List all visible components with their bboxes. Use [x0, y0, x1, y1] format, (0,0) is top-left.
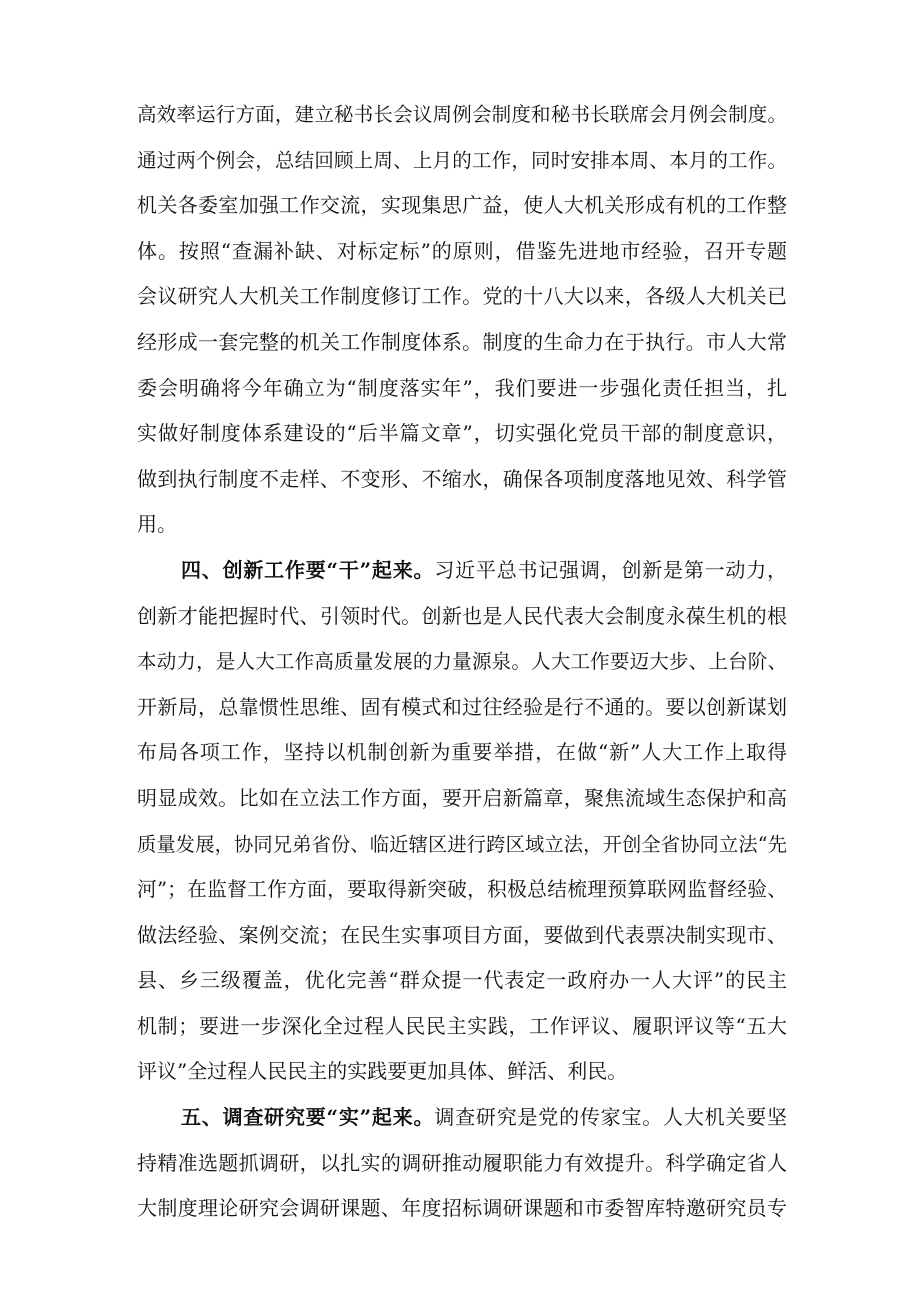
text-line: 本动力，是人大工作高质量发展的力量源泉。人大工作要迈大步、上台阶、: [137, 650, 787, 674]
text-line: 河”；在监督工作方面，要取得新突破，积极总结梳理预算联网监督经验、: [137, 878, 787, 902]
text-line: 评议”全过程人民民主的实践要更加具体、鲜活、利民。: [137, 1059, 628, 1084]
text-line: 布局各项工作，坚持以机制创新为重要举措，在做“新”人大工作上取得: [137, 740, 787, 765]
text-line: 机制；要进一步深化全过程人民民主实践，工作评议、履职评议等“五大: [137, 1013, 787, 1038]
text-line: 经形成一套完整的机关工作制度体系。制度的生命力在于执行。市人大常: [137, 329, 787, 354]
text-line: 明显成效。比如在立法工作方面，要开启新篇章，聚焦流域生态保护和高: [137, 785, 787, 810]
section-heading-line: 四、创新工作要“干”起来。习近平总书记强调，创新是第一动力，: [181, 557, 787, 582]
section-heading: 五、调查研究要“实”起来。: [181, 1105, 435, 1130]
text-line: 会议研究人大机关工作制度修订工作。党的十八大以来，各级人大机关已: [137, 284, 787, 309]
text-line: 实做好制度体系建设的“后半篇文章”，切实强化党员干部的制度意识，: [137, 421, 787, 446]
text-line: 做到执行制度不走样、不变形、不缩水，确保各项制度落地见效、科学管: [137, 466, 787, 491]
text-line: 做法经验、案例交流；在民生实事项目方面，要做到代表票决制实现市、: [137, 922, 787, 947]
text-line: 机关各委室加强工作交流，实现集思广益，使人大机关形成有机的工作整: [137, 193, 787, 218]
text-line: 创新才能把握时代、引领时代。创新也是人民代表大会制度永葆生机的根: [137, 603, 787, 628]
text-line: 委会明确将今年确立为“制度落实年”，我们要进一步强化责任担当，扎: [137, 375, 787, 400]
text-line: 质量发展，协同兄弟省份、临近辖区进行跨区域立法，开创全省协同立法“先: [137, 832, 787, 856]
text-line: 体。按照“查漏补缺、对标定标”的原则，借鉴先进地市经验，召开专题: [137, 238, 787, 263]
text-line: 用。: [137, 512, 177, 537]
text-line: 持精准选题抓调研，以扎实的调研推动履职能力有效提升。科学确定省人: [137, 1150, 787, 1175]
document-body: [137, 92, 787, 1232]
text-line: 县、乡三级覆盖，优化完善“群众提一代表定一政府办一人大评”的民主: [137, 968, 787, 993]
text-line: 高效率运行方面，建立秘书长会议周例会制度和秘书长联席会月例会制度。: [137, 103, 787, 126]
text-line: 开新局，总靠惯性思维、固有模式和过往经验是行不通的。要以创新谋划: [137, 694, 787, 719]
section-heading: 四、创新工作要“干”起来。: [181, 557, 435, 582]
text-line: 通过两个例会，总结回顾上周、上月的工作，同时安排本周、本月的工作。: [137, 148, 787, 172]
section-heading-line: 五、调查研究要“实”起来。调查研究是党的传家宝。人大机关要坚: [181, 1105, 787, 1130]
text-line: 大制度理论研究会调研课题、年度招标调研课题和市委智库特邀研究员专: [137, 1196, 787, 1221]
